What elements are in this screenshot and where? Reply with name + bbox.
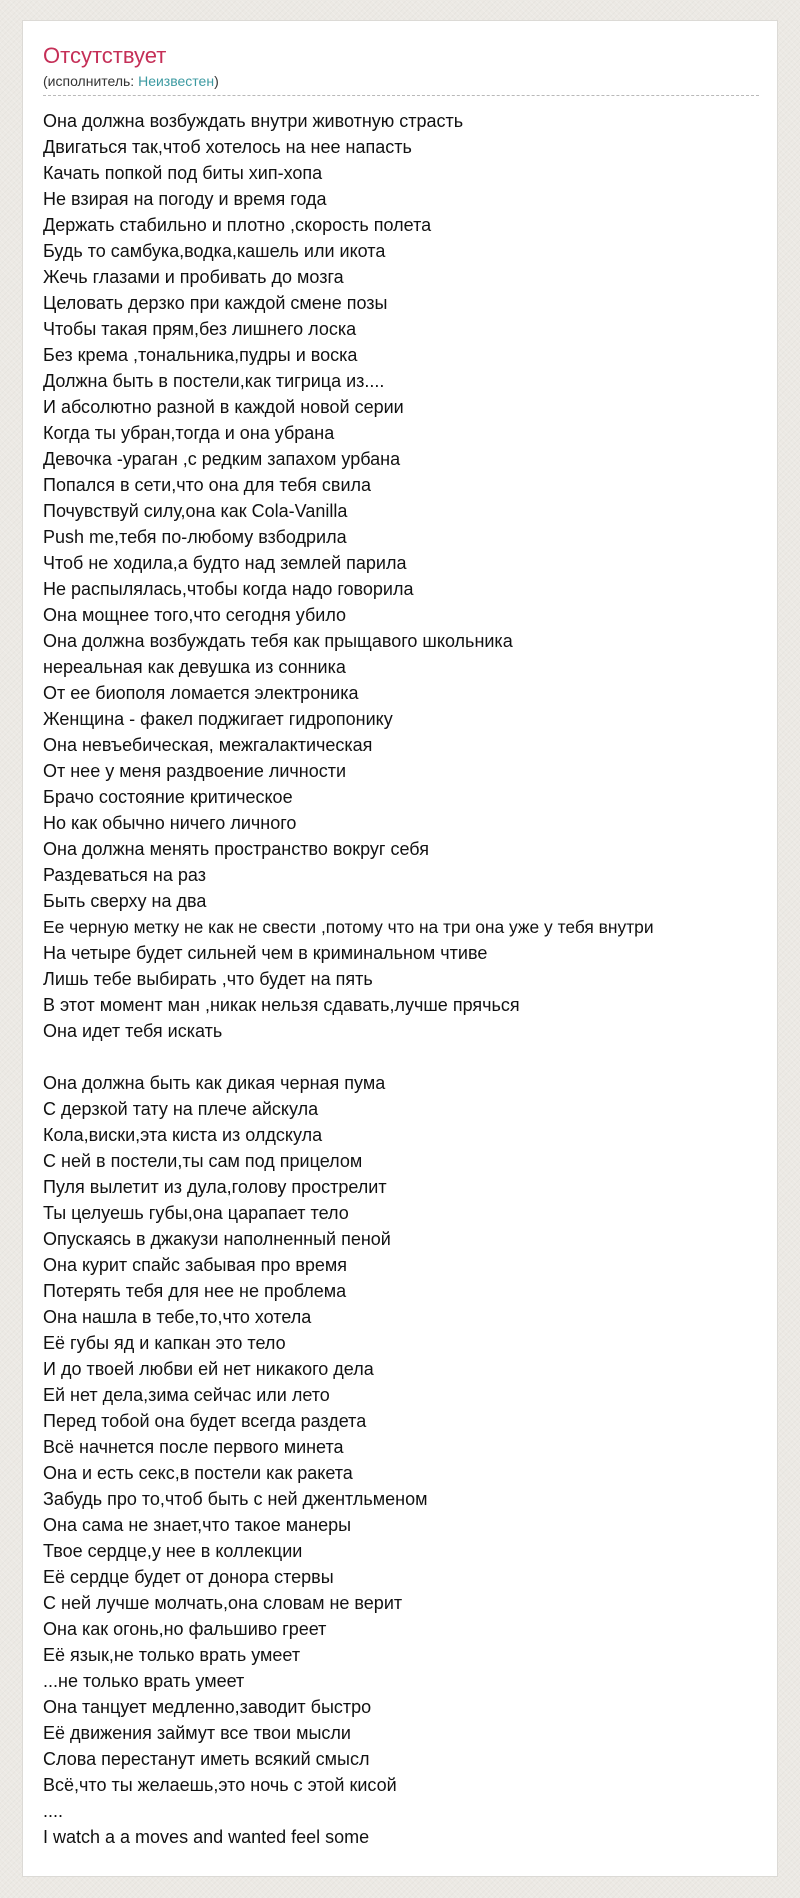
lyrics-line: Она должна возбуждать внутри животную страсть <box>43 111 464 131</box>
lyrics-line: С ней в постели,ты сам под прицелом <box>43 1151 363 1171</box>
lyrics-line: Быть сверху на два <box>43 891 207 911</box>
lyrics-line: Жечь глазами и пробивать до мозга <box>43 267 344 287</box>
lyrics-line: Перед тобой она будет всегда раздета <box>43 1411 367 1431</box>
lyrics-blank-line <box>43 1044 763 1070</box>
lyrics-line: Потерять тебя для нее не проблема <box>43 1281 347 1301</box>
lyrics-line: Она сама не знает,что такое манеры <box>43 1515 352 1535</box>
lyrics-line: нереальная как девушка из сонника <box>43 657 346 677</box>
lyrics-line: В этот момент ман ,никак нельзя сдавать,лучше прячься <box>43 995 520 1015</box>
lyrics-line: Она невъебическая, межгалактическая <box>43 735 373 755</box>
lyrics-line: Её движения займут все твои мысли <box>43 1723 351 1743</box>
lyrics-line: Раздеваться на раз <box>43 865 206 885</box>
lyrics-line: Кола,виски,эта киста из олдскула <box>43 1125 323 1145</box>
lyrics-card <box>22 20 778 1877</box>
lyrics-line: Ты целуешь губы,она царапает тело <box>43 1203 349 1223</box>
lyrics-line: Чтобы такая прям,без лишнего лоска <box>43 319 357 339</box>
lyrics-line: Она мощнее того,что сегодня убило <box>43 605 347 625</box>
lyrics-line: Лишь тебе выбирать ,что будет на пять <box>43 969 373 989</box>
performer-prefix: (исполнитель: <box>43 73 139 89</box>
lyrics-line: Должна быть в постели,как тигрица из.... <box>43 371 385 391</box>
lyrics-line: Ее черную метку не как не свести ,потому что на три она уже у тебя внутри <box>43 917 654 937</box>
lyrics-line: Она нашла в тебе,то,что хотела <box>43 1307 312 1327</box>
lyrics-line: Всё,что ты желаешь,это ночь с этой кисой <box>43 1775 397 1795</box>
song-header <box>43 43 759 96</box>
lyrics-line: Целовать дерзко при каждой смене позы <box>43 293 388 313</box>
lyrics-line: Всё начнется после первого минета <box>43 1437 344 1457</box>
lyrics-line: Не взирая на погоду и время года <box>43 189 327 209</box>
performer-link[interactable]: Неизвестен <box>138 73 215 89</box>
lyrics-line: Без крема ,тональника,пудры и воска <box>43 345 358 365</box>
lyrics-line: Она как огонь,но фальшиво греет <box>43 1619 327 1639</box>
lyrics-line: Забудь про то,чтоб быть с ней джентльменом <box>43 1489 428 1509</box>
lyrics-line: Её сердце будет от донора стервы <box>43 1567 334 1587</box>
lyrics-line: Держать стабильно и плотно ,скорость полета <box>43 215 432 235</box>
lyrics-line: Push me,тебя по-любому взбодрила <box>43 527 347 547</box>
lyrics-line: Чтоб не ходила,а будто над землей парила <box>43 553 407 573</box>
lyrics-line: Она и есть секс,в постели как ракета <box>43 1463 353 1483</box>
lyrics-line: Брачо состояние критическое <box>43 787 293 807</box>
lyrics-line: Попался в сети,что она для тебя свила <box>43 475 372 495</box>
lyrics-line: На четыре будет сильней чем в криминальном чтиве <box>43 943 488 963</box>
lyrics-line: Качать попкой под биты хип-хопа <box>43 163 323 183</box>
performer-line <box>43 72 759 90</box>
lyrics-line: С дерзкой тату на плече айскула <box>43 1099 319 1119</box>
lyrics-line: Её язык,не только врать умеет <box>43 1645 301 1665</box>
lyrics-line: Не распылялась,чтобы когда надо говорила <box>43 579 414 599</box>
lyrics-line: Она должна быть как дикая черная пума <box>43 1073 386 1093</box>
lyrics-line: I watch a a moves and wanted feel some <box>43 1827 370 1847</box>
lyrics-line: .... <box>43 1801 64 1821</box>
lyrics-line: Ей нет дела,зима сейчас или лето <box>43 1385 330 1405</box>
lyrics-line: От нее у меня раздвоение личности <box>43 761 347 781</box>
lyrics-line: Но как обычно ничего личного <box>43 813 297 833</box>
lyrics-line: Женщина - факел поджигает гидропонику <box>43 709 393 729</box>
lyrics-line: И абсолютно разной в каждой новой серии <box>43 397 404 417</box>
lyrics-line: От ее биополя ломается электроника <box>43 683 359 703</box>
lyrics-line: Слова перестанут иметь всякий смысл <box>43 1749 370 1769</box>
lyrics-line: И до твоей любви ей нет никакого дела <box>43 1359 374 1379</box>
lyrics-line: ...не только врать умеет <box>43 1671 245 1691</box>
lyrics-line: Девочка -ураган ,с редким запахом урбана <box>43 449 401 469</box>
lyrics-line: Почувствуй силу,она как Cola-Vanilla <box>43 501 348 521</box>
lyrics-line: Когда ты убран,тогда и она убрана <box>43 423 335 443</box>
lyrics-line: Будь то самбука,водка,кашель или икота <box>43 241 386 261</box>
lyrics-text <box>43 108 763 1850</box>
lyrics-line: Пуля вылетит из дула,голову прострелит <box>43 1177 387 1197</box>
lyrics-line: Она курит спайс забывая про время <box>43 1255 348 1275</box>
lyrics-line: Двигаться так,чтоб хотелось на нее напасть <box>43 137 412 157</box>
lyrics-line: С ней лучше молчать,она словам не верит <box>43 1593 403 1613</box>
lyrics-line: Она идет тебя искать <box>43 1021 223 1041</box>
lyrics-line: Она должна менять пространство вокруг себя <box>43 839 429 859</box>
lyrics-line: Опускаясь в джакузи наполненный пеной <box>43 1229 391 1249</box>
lyrics-line: Она танцует медленно,заводит быстро <box>43 1697 372 1717</box>
song-title: Отсутствует <box>43 43 167 68</box>
lyrics-line: Твое сердце,у нее в коллекции <box>43 1541 303 1561</box>
lyrics-line: Она должна возбуждать тебя как прыщавого школьника <box>43 631 513 651</box>
lyrics-line: Её губы яд и капкан это тело <box>43 1333 286 1353</box>
performer-suffix: ) <box>214 73 219 89</box>
